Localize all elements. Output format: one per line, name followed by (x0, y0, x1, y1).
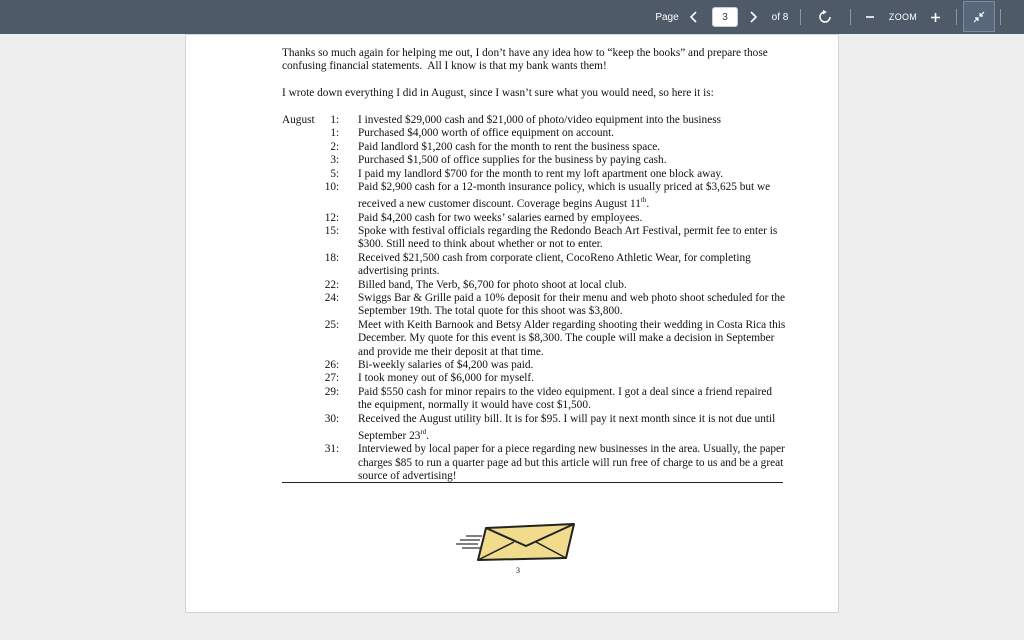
transaction-entry (282, 181, 792, 212)
entry-day: 1 (330, 127, 336, 140)
entry-day-separator: : (336, 292, 340, 305)
entry-month (282, 359, 322, 372)
entry-text-suffix: . (426, 429, 430, 442)
intro-sentence: Thanks so much again for helping me out, I don’t have any idea how to “keep the books” and prepare those confusing financial statements. (282, 47, 768, 73)
collapse-arrows-icon (973, 11, 985, 23)
entry-text-main: Spoke with festival officials regarding the Redondo Beach Art Festival, permit fee to enter is $300. Still need to think about whether or not to enter. (358, 225, 778, 251)
entry-text-main: I invested $29,000 cash and $21,000 of photo/video equipment into the business (358, 114, 722, 126)
entry-day-separator: : (336, 372, 340, 385)
entry-day-separator: : (336, 225, 340, 238)
entry-month (282, 127, 322, 140)
entry-text (358, 359, 788, 372)
rotate-button[interactable] (814, 0, 836, 34)
entry-day: 27 (324, 372, 336, 385)
horizontal-rule (282, 482, 783, 483)
entry-month (282, 443, 322, 483)
entry-day: 5 (330, 167, 336, 180)
minus-icon (865, 12, 875, 22)
entry-month (282, 141, 322, 154)
entry-text (358, 279, 788, 292)
entry-month (282, 181, 322, 212)
entry-month (282, 386, 322, 413)
chevron-left-icon (689, 11, 699, 23)
entry-text (358, 141, 788, 154)
entry-text (358, 181, 788, 212)
entry-text-main: Paid landlord $1,200 cash for the month to rent the business space. (358, 140, 661, 153)
entry-text (358, 413, 788, 444)
transaction-entry (282, 319, 792, 359)
transaction-entry (282, 168, 792, 181)
entry-text-main: Purchased $1,500 of office supplies for the business by paying cash. (358, 154, 667, 167)
previous-page-button[interactable] (684, 0, 704, 34)
toolbar-divider (850, 9, 851, 25)
rotate-icon (818, 10, 832, 24)
plus-icon (930, 12, 941, 23)
entry-month (282, 212, 322, 225)
entry-text (358, 252, 788, 279)
transaction-entry (282, 127, 792, 140)
entry-day-separator: : (336, 127, 340, 140)
transaction-entry (282, 114, 792, 127)
zoom-in-button[interactable] (925, 0, 945, 34)
entry-day: 24 (324, 292, 336, 305)
entry-day: 2 (330, 140, 336, 153)
transaction-entry (282, 372, 792, 385)
entry-day: 1 (330, 114, 336, 126)
entry-day-separator: : (336, 140, 340, 153)
entry-text (358, 443, 788, 483)
entry-day-separator: : (336, 412, 340, 425)
next-page-button[interactable] (743, 0, 763, 34)
page-number-input[interactable] (712, 7, 738, 27)
page-number: 3 (516, 566, 520, 575)
intro-paragraph (282, 47, 782, 74)
entry-day: 29 (324, 385, 336, 398)
entry-day: 3 (330, 154, 336, 167)
transaction-entry (282, 279, 792, 292)
entry-text (358, 225, 788, 252)
toolbar-divider (956, 9, 957, 25)
chevron-right-icon (748, 11, 758, 23)
entry-month (282, 225, 322, 252)
entry-day-separator: : (336, 154, 340, 167)
entry-month (282, 154, 322, 167)
entry-day: 26 (324, 359, 336, 372)
document-page (185, 34, 839, 613)
entry-day-separator: : (336, 359, 340, 372)
transaction-entry (282, 413, 792, 444)
flying-envelope-icon (456, 520, 576, 564)
transaction-entry (282, 292, 792, 319)
entry-day: 10 (324, 181, 336, 194)
entry-day: 18 (324, 251, 336, 264)
entry-day-separator: : (336, 251, 340, 264)
entry-day-separator: : (336, 443, 340, 456)
zoom-out-button[interactable] (860, 0, 880, 34)
entry-day-separator: : (336, 114, 340, 126)
entry-text-main: I paid my landlord $700 for the month to rent my loft apartment one block away. (358, 167, 724, 180)
entry-day: 25 (324, 318, 336, 331)
toolbar-divider (800, 9, 801, 25)
intro-sentence: All I know is that my bank wants them! (427, 60, 607, 73)
entry-text (358, 154, 788, 167)
transaction-entry (282, 252, 792, 279)
entry-day-separator: : (336, 211, 340, 224)
toolbar-divider (1000, 9, 1001, 25)
entry-text-main: I took money out of $6,000 for myself. (358, 372, 535, 385)
entry-text-main: Received $21,500 cash from corporate client, CocoReno Athletic Wear, for completing advertising prints. (358, 251, 751, 278)
transaction-list (282, 114, 792, 484)
entry-text-main: Swiggs Bar & Grille paid a 10% deposit for their menu and web photo shoot scheduled for the September 19th. The total quote for this shoot was $3,800. (358, 292, 785, 318)
entry-text-main: Paid $2,900 cash for a 12-month insurance policy, which is usually priced at $3,625 but we received a new customer discount. Coverage begins August 11 (358, 181, 771, 211)
entry-month (282, 252, 322, 279)
transaction-entry (282, 443, 792, 483)
entry-ordinal-suffix: th (640, 196, 647, 205)
entry-text (358, 168, 788, 181)
entry-month (282, 319, 322, 359)
entry-text (358, 292, 788, 319)
transaction-entry (282, 359, 792, 372)
entry-day: 22 (324, 278, 336, 291)
entry-day: 30 (324, 412, 336, 425)
entry-day: 31 (324, 443, 336, 456)
entry-text-suffix: . (646, 198, 650, 211)
transaction-entry (282, 141, 792, 154)
entry-month (282, 292, 322, 319)
intro-paragraph-2: I wrote down everything I did in August, since I wasn’t sure what you would need, so here it is: (282, 87, 714, 99)
zoom-label: ZOOM (888, 12, 918, 22)
entry-day-separator: : (336, 318, 340, 331)
entry-day: 12 (324, 211, 336, 224)
transaction-entry (282, 225, 792, 252)
entry-text-main: Interviewed by local paper for a piece regarding new businesses in the area. Usually, the paper charges $85 to run a quarter page ad but this article will run free of charge to us and be a great source of advertising! (358, 443, 785, 483)
transaction-entry (282, 154, 792, 167)
entry-month: August (282, 114, 315, 126)
pdf-toolbar (0, 0, 1024, 34)
entry-month (282, 372, 322, 385)
entry-month (282, 413, 322, 444)
entry-text-main: Billed band, The Verb, $6,700 for photo shoot at local club. (358, 278, 627, 291)
entry-day-separator: : (336, 181, 340, 194)
entry-day-separator: : (336, 278, 340, 291)
entry-text-main: Meet with Keith Barnook and Betsy Alder regarding shooting their wedding in Costa Rica this December. My quote for this event is $8,300. The couple will make a decision in September and provide me their deposit at that time. (358, 318, 786, 358)
entry-text (358, 114, 788, 127)
entry-text (358, 372, 788, 385)
entry-text-main: Bi-weekly salaries of $4,200 was paid. (358, 359, 534, 372)
fit-page-button[interactable] (963, 1, 995, 32)
transaction-entry (282, 386, 792, 413)
entry-text-main: Received the August utility bill. It is for $95. I will pay it next month since it is not due until September 23 (358, 412, 776, 442)
entry-day: 15 (324, 225, 336, 238)
entry-day-separator: : (336, 385, 340, 398)
entry-text (358, 386, 788, 413)
transaction-entry (282, 212, 792, 225)
entry-month (282, 279, 322, 292)
entry-day-separator: : (336, 167, 340, 180)
page-label: Page (655, 11, 679, 23)
entry-ordinal-suffix: rd (420, 428, 427, 437)
entry-text (358, 319, 788, 359)
entry-text-main: Paid $550 cash for minor repairs to the video equipment. I got a deal since a friend repaired the equipment, normally it would have cost $1,500. (358, 385, 773, 412)
entry-month (282, 168, 322, 181)
entry-text (358, 127, 788, 140)
entry-text-main: Purchased $4,000 worth of office equipment on account. (358, 127, 615, 140)
page-count-label: of 8 (771, 11, 789, 23)
entry-text (358, 212, 788, 225)
entry-text-main: Paid $4,200 cash for two weeks’ salaries earned by employees. (358, 211, 643, 224)
